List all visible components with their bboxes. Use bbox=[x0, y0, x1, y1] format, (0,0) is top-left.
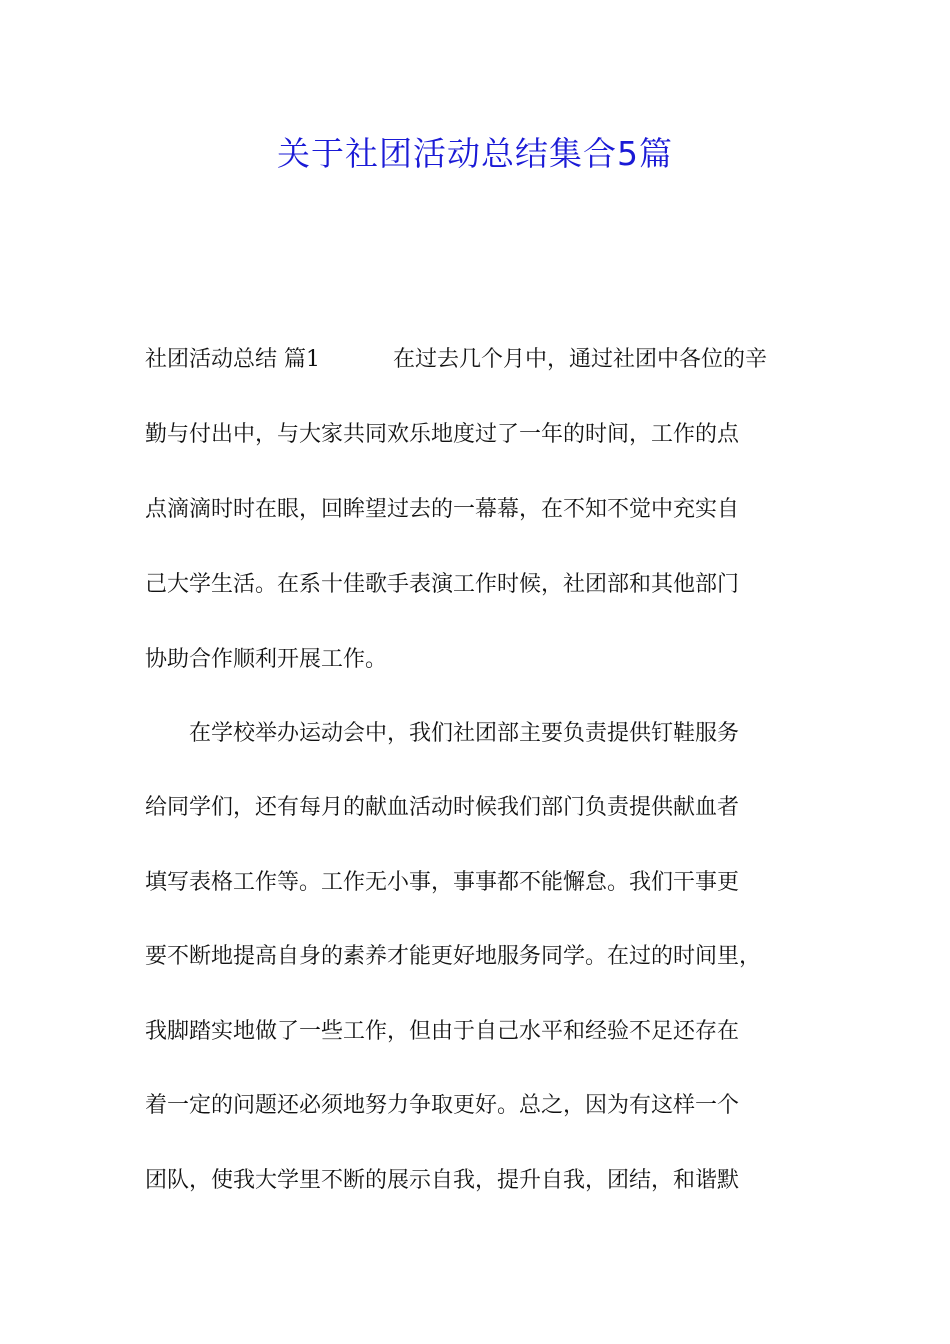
section-heading: 社团活动总结 篇1 bbox=[145, 347, 320, 372]
text-line: 勤与付出中，与大家共同欢乐地度过了一年的时间，工作的点 bbox=[145, 422, 740, 447]
document-title: 关于社团活动总结集合5篇 bbox=[277, 134, 673, 173]
text-line: 己大学生活。在系十佳歌手表演工作时候，社团部和其他部门 bbox=[145, 572, 740, 597]
text-line: 着一定的问题还必须地努力争取更好。总之，因为有这样一个 bbox=[145, 1093, 740, 1118]
text-line: 在学校举办运动会中，我们社团部主要负责提供钉鞋服务 bbox=[189, 721, 740, 746]
text-line bbox=[145, 342, 825, 378]
text-line: 协助合作顺利开展工作。 bbox=[145, 647, 388, 672]
text-line: 我脚踏实地做了一些工作，但由于自己水平和经验不足还存在 bbox=[145, 1019, 740, 1044]
text-line: 给同学们，还有每月的献血活动时候我们部门负责提供献血者 bbox=[145, 795, 740, 820]
text-line: 点滴滴时时在眼，回眸望过去的一幕幕，在不知不觉中充实自 bbox=[145, 497, 740, 522]
line-text: 在过去几个月中，通过社团中各位的辛 bbox=[393, 347, 768, 372]
text-line: 要不断地提高自身的素养才能更好地服务同学。在过的时间里， bbox=[145, 944, 762, 969]
text-line: 团队，使我大学里不断的展示自我，提升自我，团结，和谐默 bbox=[145, 1168, 740, 1193]
text-line: 填写表格工作等。工作无小事，事事都不能懈怠。我们干事更 bbox=[145, 870, 740, 895]
